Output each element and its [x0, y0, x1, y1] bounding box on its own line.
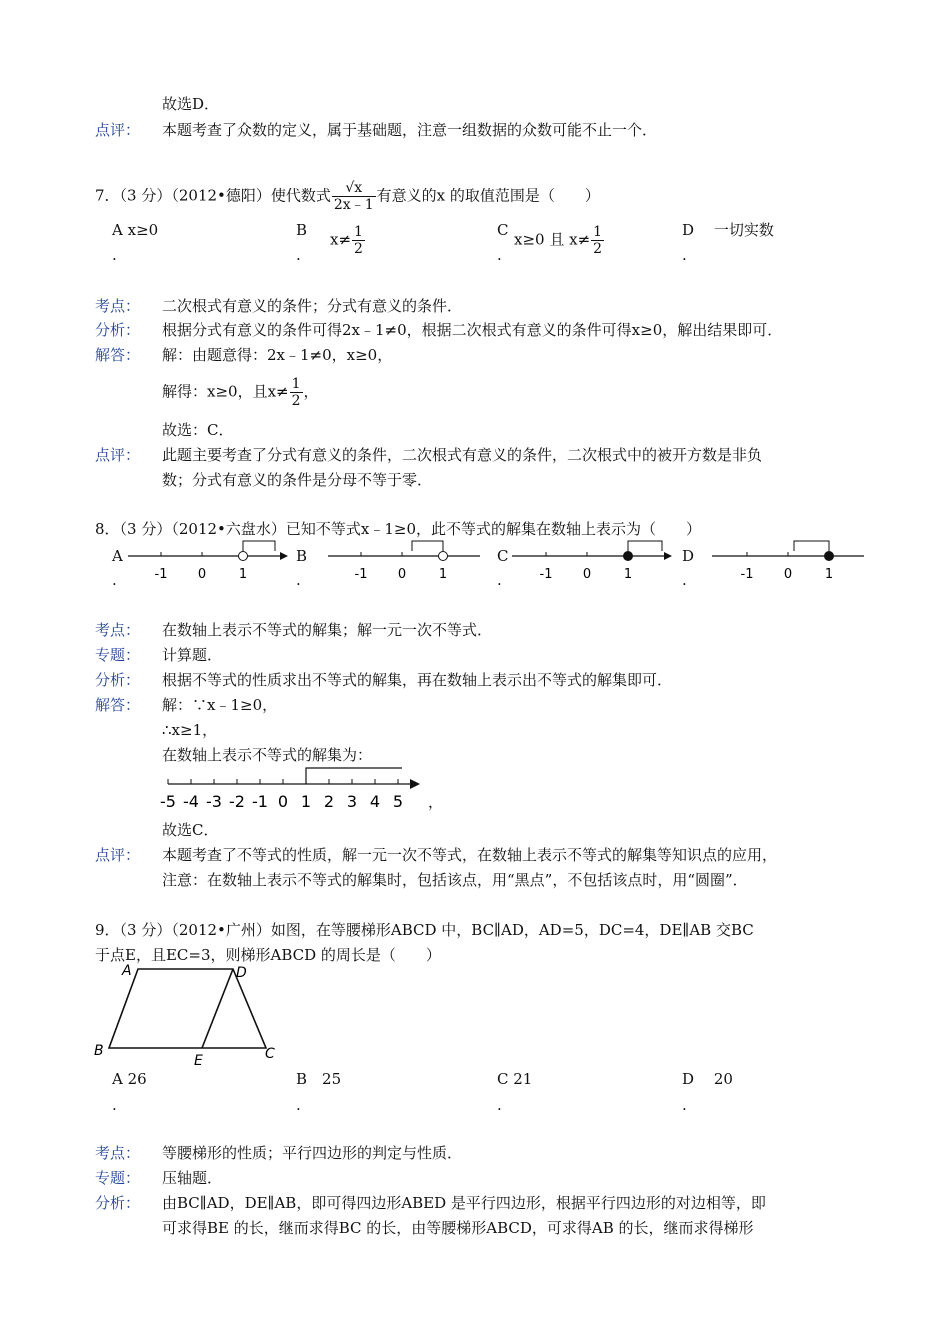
option-fraction — [591, 224, 604, 257]
q8-fenxi: 根据不等式的性质求出不等式的解集，再在数轴上表示出不等式的解集即可． — [162, 671, 673, 689]
tick-label: 1 — [238, 567, 248, 582]
q8-dianping-line1: 本题考查了不等式的性质，解一元一次不等式，在数轴上表示不等式的解集等知识点的应用， — [162, 846, 778, 864]
q7-stem-fraction — [332, 180, 376, 213]
axis-arrow-icon — [410, 779, 420, 789]
label-a: A — [122, 963, 132, 979]
q9-fenxi-line2: 可求得BE 的长，继而求得BC 的长，由等腰梯形ABCD，可求得AB 的长，继而求得梯形 — [162, 1219, 754, 1237]
tick-label: 0 — [582, 567, 592, 582]
option-text: 21 — [513, 1070, 533, 1088]
q9-trapezoid-figure — [90, 960, 290, 1070]
axis-label: -5 — [160, 792, 176, 811]
tick-label: -1 — [740, 567, 754, 582]
q9-option-a[interactable] — [112, 1069, 147, 1089]
tick-label: 1 — [824, 567, 834, 582]
tick-label: 0 — [197, 567, 207, 582]
q7-option-a[interactable] — [112, 220, 158, 240]
option-letter: A — [112, 221, 123, 239]
tick-label: 1 — [623, 567, 633, 582]
option-dot: . — [497, 1096, 502, 1114]
frac-num: 1 — [593, 224, 603, 240]
q7-stem — [95, 180, 600, 213]
frac-den: 2 — [593, 241, 603, 257]
q7-option-b[interactable] — [330, 224, 366, 257]
q7-fenxi: 根据分式有意义的条件可得2x﹣1≠0，根据二次根式有意义的条件可得x≥0，解出结果即可． — [162, 321, 783, 339]
frac-num: 1 — [354, 224, 363, 240]
q9-option-d[interactable] — [682, 1069, 733, 1089]
q7-dianping-label: 点评： — [95, 446, 141, 464]
tick-label: -1 — [354, 567, 368, 582]
q9-fenxi-label: 分析： — [95, 1194, 141, 1212]
q7-option-b-letter: B — [296, 221, 308, 239]
option-letter: B — [296, 1070, 308, 1088]
q8-option-a-letter: A — [112, 547, 123, 565]
label-b: B — [94, 1043, 104, 1059]
q8-jieda-line2: ∴x≥1， — [162, 721, 218, 739]
q7-jieda-line3: 故选：C． — [162, 421, 234, 439]
q7-frac-den: 2x﹣1 — [333, 197, 374, 213]
jieda2-fraction — [290, 376, 303, 409]
q7-fenxi-label: 分析： — [95, 321, 141, 339]
q8-jieda-label: 解答： — [95, 696, 141, 714]
solution-ray — [412, 541, 443, 551]
q9-kaodian: 等腰梯形的性质；平行四边形的判定与性质． — [162, 1144, 463, 1162]
q8-option-b-letter: B — [296, 547, 308, 565]
option-text: 25 — [322, 1070, 342, 1088]
frac-num: 1 — [291, 376, 301, 392]
frac-den: 2 — [354, 241, 363, 257]
axis-label: -1 — [252, 792, 268, 811]
q7-jieda-line1: 解：由题意得：2x﹣1≠0，x≥0， — [162, 346, 393, 364]
q7-stem-pre: 7．（3 分）（2012•德阳）使代数式 — [95, 186, 331, 205]
tick-label: -1 — [154, 567, 168, 582]
axis-label: 5 — [392, 792, 404, 811]
option-letter: A — [112, 1070, 123, 1088]
filled-dot — [624, 552, 633, 561]
q8-option-d-number-line[interactable] — [712, 540, 866, 584]
q9-kaodian-label: 考点： — [95, 1144, 141, 1162]
q9-option-c[interactable] — [497, 1069, 532, 1089]
solution-ray — [794, 541, 829, 551]
option-text: x≠ — [330, 230, 352, 249]
option-text: 一切实数 — [713, 221, 774, 239]
option-dot: . — [682, 571, 687, 589]
option-letter: D — [682, 221, 695, 239]
q7-jieda-label: 解答： — [95, 346, 141, 364]
option-text: 26 — [127, 1070, 147, 1088]
segment-de — [202, 969, 233, 1048]
label-e: E — [194, 1053, 203, 1069]
option-dot: . — [682, 246, 687, 264]
option-dot: . — [497, 246, 502, 264]
option-text: x≥0 — [127, 221, 159, 239]
q9-zhuanti: 压轴题． — [162, 1169, 223, 1187]
q7-stem-post: 有意义的x 的取值范围是（ ） — [376, 186, 600, 205]
q8-fenxi-label: 分析： — [95, 671, 141, 689]
axis-label: 1 — [300, 792, 312, 811]
q9-zhuanti-label: 专题： — [95, 1169, 141, 1187]
q9-fenxi-line1: 由BC∥AD，DE∥AB，即可得四边形ABED 是平行四边形，根据平行四边形的对边相等，即 — [162, 1194, 766, 1212]
tick-label: 1 — [438, 567, 448, 582]
q7-frac-num: √x — [332, 180, 376, 197]
q9-stem-line1: 9．（3 分）（2012•广州）如图，在等腰梯形ABCD 中，BC∥AD，AD=5，DC=4，DE∥AB 交BC — [95, 921, 754, 939]
q8-axis-after: ， — [428, 793, 444, 811]
q8-solution-number-line — [158, 764, 422, 812]
label-c: C — [265, 1046, 275, 1062]
q8-zhuanti: 计算题． — [162, 646, 223, 664]
q7-kaodian: 二次根式有意义的条件；分式有意义的条件． — [162, 297, 463, 315]
q8-stem: 8．（3 分）（2012•六盘水）已知不等式x﹣1≥0，此不等式的解集在数轴上表示为（ ） — [95, 520, 701, 538]
tick-label: -1 — [539, 567, 553, 582]
axis-arrow-icon — [280, 552, 288, 560]
open-circle — [239, 552, 248, 561]
option-letter: C — [497, 1070, 509, 1088]
option-dot: . — [112, 1096, 117, 1114]
option-text: x≥0 且 x≠ — [514, 230, 591, 249]
option-dot: . — [497, 571, 502, 589]
option-letter: D — [682, 1070, 695, 1088]
option-fraction — [352, 224, 365, 257]
solution-ray — [628, 541, 662, 551]
option-text: 20 — [713, 1070, 733, 1088]
axis-label: -2 — [229, 792, 245, 811]
q8-dianping-line2: 注意：在数轴上表示不等式的解集时，包括该点，用“黑点”，不包括该点时，用“圆圈”． — [162, 871, 748, 889]
q8-jieda-line4: 故选C． — [162, 821, 219, 839]
jieda2-pre: 解得：x≥0，且x≠ — [162, 382, 289, 401]
q7-option-d[interactable] — [682, 220, 774, 240]
label-d: D — [236, 965, 247, 981]
axis-label: 4 — [369, 792, 381, 811]
prev-comment: 本题考查了众数的定义，属于基础题，注意一组数据的众数可能不止一个． — [162, 121, 658, 139]
filled-dot — [825, 552, 834, 561]
q8-option-c-letter: C — [497, 547, 509, 565]
q7-option-c-letter: C — [497, 221, 509, 239]
option-dot: . — [296, 1096, 301, 1114]
option-dot: . — [682, 1096, 687, 1114]
q7-jieda-line2 — [162, 376, 319, 409]
axis-label: -3 — [206, 792, 222, 811]
open-circle — [439, 552, 448, 561]
option-dot: . — [112, 571, 117, 589]
q8-option-a-number-line[interactable] — [128, 540, 288, 584]
axis-label: 0 — [277, 792, 289, 811]
tick-label: 0 — [397, 567, 407, 582]
option-dot: . — [296, 571, 301, 589]
prev-comment-label: 点评： — [95, 121, 141, 139]
q9-option-b[interactable] — [296, 1069, 341, 1089]
prev-conclusion: 故选D． — [162, 95, 220, 113]
solution-ray — [243, 541, 275, 551]
q7-kaodian-label: 考点： — [95, 297, 141, 315]
q8-zhuanti-label: 专题： — [95, 646, 141, 664]
q7-dianping-line1: 此题主要考查了分式有意义的条件，二次根式有意义的条件，二次根式中的被开方数是非负 — [162, 446, 763, 464]
q8-dianping-label: 点评： — [95, 846, 141, 864]
q8-jieda-line3: 在数轴上表示不等式的解集为： — [162, 746, 373, 764]
axis-label: -4 — [183, 792, 199, 811]
q8-option-b-number-line[interactable] — [328, 540, 488, 584]
jieda2-post: ， — [303, 382, 319, 401]
frac-den: 2 — [291, 393, 301, 409]
q8-jieda-line1: 解：∵x﹣1≥0， — [162, 696, 278, 714]
axis-label: 2 — [323, 792, 335, 811]
q7-dianping-line2: 数；分式有意义的条件是分母不等于零． — [162, 471, 433, 489]
q8-option-d-letter: D — [682, 547, 695, 565]
q9-stem-line2: 于点E，且EC=3，则梯形ABCD 的周长是（ ） — [95, 946, 441, 964]
q7-option-c[interactable] — [514, 224, 605, 257]
option-dot: . — [112, 246, 117, 264]
solution-ray — [306, 768, 402, 784]
q8-kaodian: 在数轴上表示不等式的解集；解一元一次不等式． — [162, 621, 493, 639]
axis-ticks — [168, 779, 398, 784]
q8-option-c-number-line[interactable] — [512, 540, 674, 584]
axis-arrow-icon — [664, 552, 672, 560]
q8-kaodian-label: 考点： — [95, 621, 141, 639]
axis-label: 3 — [346, 792, 358, 811]
tick-label: 0 — [783, 567, 793, 582]
option-dot: . — [296, 246, 301, 264]
